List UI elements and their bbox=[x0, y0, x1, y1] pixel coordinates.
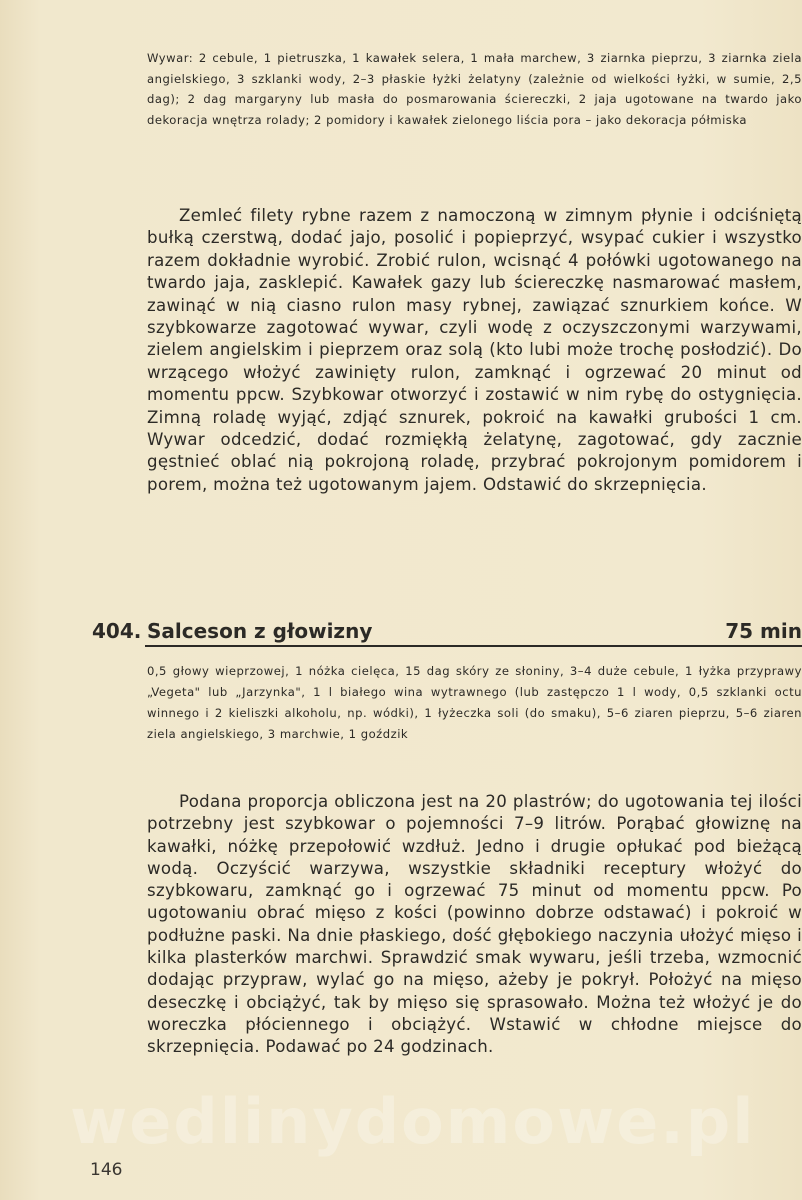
page-number: 146 bbox=[90, 1160, 123, 1180]
recipe-2-ingredients: 0,5 głowy wieprzowej, 1 nóżka cielęca, 15 dag skóry ze słoniny, 3–4 duże cebule, 1 łyżka przyprawy „Vegeta" lub „Jarzynka", 1 l białego wina wytrawnego (lub zastępczo 1 l wody, 0,5 szklanki octu winnego i 2 kieliszki alkoholu, np. wódki), 1 łyżeczka soli (do smaku), 5–6 ziaren pieprzu, 5–6 ziaren ziela angielskiego, 3 marchwie, 1 goździk bbox=[147, 664, 802, 741]
recipe-2-instructions: Podana proporcja obliczona jest na 20 plastrów; do ugotowania tej ilości potrzebny jest szybkowar o pojemności 7–9 litrów. Porąbać głowiznę na kawałki, nóżkę przepołowić wzdłuż. Jedno i drugie opłukać pod bieżącą wodą. Oczyścić warzywa, wszystkie składniki receptury włożyć do szybkowaru, zamknąć go i ogrzewać 75 minut od momentu ppcw. Po ugotowaniu obrać mięso z kości (powinno dobrze odstawać) i pokroić w podłużne paski. Na dnie płaskiego, dość głębokiego naczynia ułożyć mięso i kilka plasterków marchwi. Sprawdzić smak wywaru, jeśli trzeba, wzmocnić dodając przypraw, wylać go na mięso, ażeby je pokrył. Położyć na mięso deseczkę i obciążyć, tak by mięso się sprasowało. Można też włożyć je do woreczka płóciennego i obciążyć. Wstawić w chłodne miejsce do skrzepnięcia. Podawać po 24 godzinach. bbox=[147, 792, 802, 1057]
recipe-title: Salceson z głowizny bbox=[147, 619, 373, 643]
recipe-1-instructions: Zemleć filety rybne razem z namoczoną w zimnym płynie i odciśniętą bułką czerstwą, dodać jajo, posolić i popieprzyć, wsypać cukier i wszystko razem dokładnie wyrobić. Zrobić rulon, wcisnąć 4 połówki ugotowanego na twardo jaja, zasklepić. Kawałek gazy lub ściereczkę nasmarować masłem, zawinąć w nią ciasno rulon masy rybnej, zawiązać sznurkiem końce. W szybkowarze zagotować wywar, czyli wodę z oczyszczonymi warzywami, zielem angielskim i pieprzem oraz solą (kto lubi może trochę posłodzić). Do wrzącego włożyć zawinięty rulon, zamknąć i ogrzewać 20 minut od momentu ppcw. Szybkowar otworzyć i zostawić w nim rybę do ostygnięcia. Zimną roladę wyjąć, zdjąć sznurek, pokroić na kawałki grubości 1 cm. Wywar odcedzić, dodać rozmiękłą żelatynę, zagotować, gdy zacznie gęstnieć oblać nią pokrojoną roladę, przybrać pokrojonym pomidorem i porem, można też ugotowanym jajem. Odstawić do skrzepnięcia. bbox=[147, 206, 802, 494]
watermark: wedlinydomowe.pl bbox=[70, 1085, 756, 1158]
recipe-1-ingredients: Wywar: 2 cebule, 1 pietruszka, 1 kawałek selera, 1 mała marchew, 3 ziarnka pieprzu, 3 ziarnka ziela angielskiego, 3 szklanki wody, 2–3 płaskie łyżki żelatyny (zależnie od wielkości łyżki, w sumie, 2,5 dag); 2 dag margaryny lub masła do posmarowania ściereczki, 2 jaja ugotowane na twardo jako dekoracja wnętrza rolady; 2 pomidory i kawałek zielonego liścia pora – jako dekoracja półmiska bbox=[147, 51, 802, 127]
recipe-2-header bbox=[92, 617, 802, 647]
recipe-number: 404. bbox=[92, 619, 142, 643]
header-rule bbox=[145, 645, 802, 647]
recipe-time: 75 min bbox=[725, 619, 802, 643]
